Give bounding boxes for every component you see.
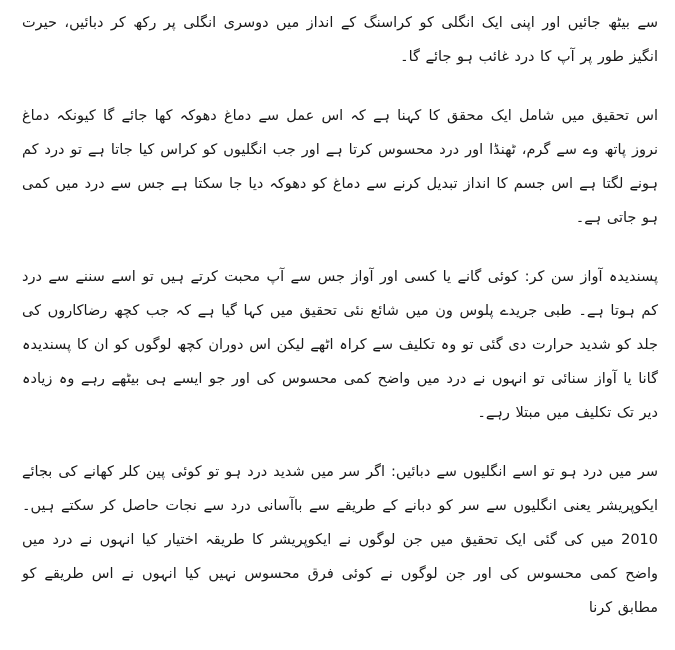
article-body	[22, 0, 658, 650]
article-paragraph: اس تحقیق میں شامل ایک محقق کا کہنا ہے کہ اس عمل سے دماغ دھوکہ کھا جائے گا کیونکہ دماغ نروز پاتھ وے سے گرم، ٹھنڈا اور درد محسوس کرتا ہے اور جب انگلیوں کو کراس کیا جاتا ہے تو درد کم ہونے لگتا ہے اس جسم کا انداز تبدیل کرنے سے دماغ کو دھوکہ دیا جا سکتا ہے جس سے درد میں کمی ہو جاتی ہے۔	[22, 108, 658, 226]
article-paragraph: سے بیٹھ جائیں اور اپنی ایک انگلی کو کراسنگ کے انداز میں دوسری انگلی پر رکھ کر دبائیں، حیرت انگیز طور پر آپ کا درد غائب ہو جائے گا۔	[22, 15, 658, 65]
article-paragraph: پسندیدہ آواز سن کر: کوئی گانے یا کسی اور آواز جس سے آپ محبت کرتے ہیں تو اسے سننے سے درد کم ہوتا ہے۔ طبی جریدے پلوس ون میں شائع نئی تحقیق میں کہا گیا ہے کہ جب کچھ رضاکاروں کی جلد کو شدید حرارت دی گئی تو وہ تکلیف سے کراہ اٹھے لیکن اس دوران کچھ لوگوں کو ان کا پسندیدہ گانا یا آواز سنائی تو انہوں نے درد میں واضح کمی محسوس کی اور جو ایسے ہی بیٹھے رہے وہ زیادہ دیر تک تکلیف میں مبتلا رہے۔	[22, 269, 658, 421]
article-paragraph: سر میں درد ہو تو اسے انگلیوں سے دبائیں: اگر سر میں شدید درد ہو تو کوئی پین کلر کھانے کی بجائے ایکوپریشر یعنی انگلیوں سے سر کو دبانے کے طریقے سے باآسانی درد سے نجات حاصل کر سکتے ہیں۔ 2010 میں کی گئی ایک تحقیق میں جن لوگوں نے ایکوپریشر کا طریقہ اختیار کیا انہوں نے درد میں واضح کمی محسوس کی اور جن لوگوں نے کوئی فرق محسوس نہیں کیا انہوں نے اس طریقے کو مطابق کرنا	[22, 464, 658, 616]
